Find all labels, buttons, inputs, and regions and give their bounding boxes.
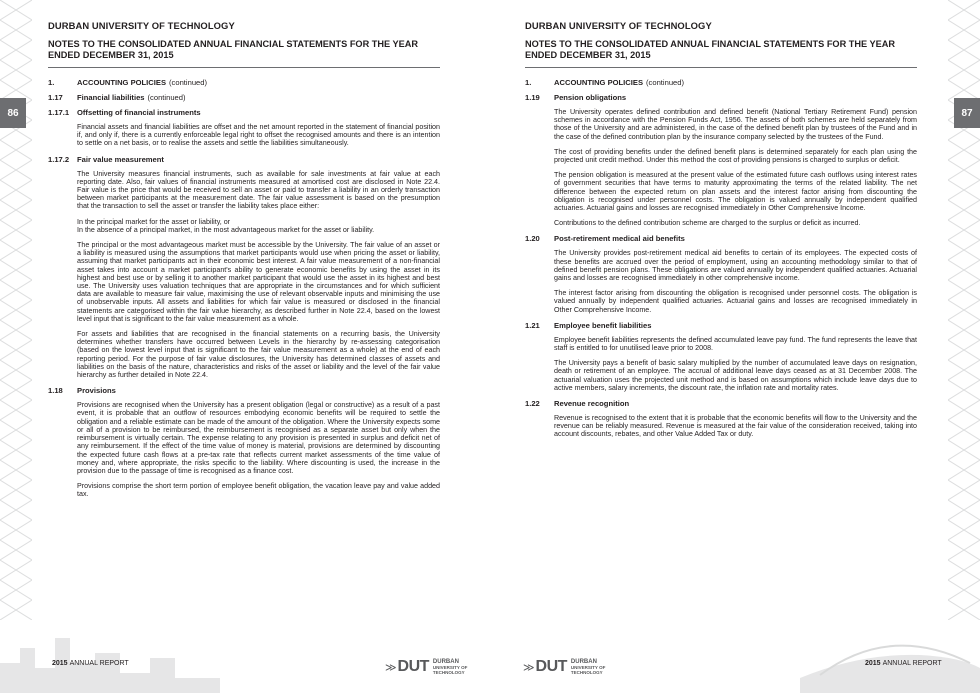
notes-title-line1: NOTES TO THE CONSOLIDATED ANNUAL FINANCIAL STATEMENTS FOR THE YEAR [48, 39, 419, 49]
list-item: In the principal market for the asset or liability, or [77, 217, 231, 226]
logo-line2: UNIVERSITY OF [432, 664, 468, 670]
paragraph: Provisions are recognised when the University has a present obligation (legal or constructive) as a result of a past event, it is probable that an outflow of resources embodying economic benefits will be required to settle the obligation and a reliable estimate can be made of the amount of the obligation. Where the University expects some or all of a provision to be reimbursed, the reimbursement is recognised as a separate asset but only when the reimbursement is virtually certain. The expense relating to any provision is presented in surplus and deficit net of any reimbursement. If the effect of the time value of money is material, provisions are determined by discounting the expected future cash flows at a pre-tax rate that reflects current market assessments of the time value of money and, where appropriate, the risks specific to the liability. Where discounting is used, the increase in the provision due to the passage of time is recognised as a finance cost. [77, 401, 440, 475]
header-rule [525, 67, 917, 68]
paragraph: The University pays a benefit of basic salary multiplied by the number of accumulated leave days on resignation, death or retirement of an employee. The accrual of additional leave days ceased as at 31 December 2008. The actuarial valuation uses the projected unit method and is based on assumptions which include leave days due to active members, salary increments, the discount rate, the inflation rate and mortality rates. [554, 359, 917, 392]
logo-subtitle [571, 660, 605, 675]
subsection-title: Offsetting of financial instruments [77, 108, 201, 117]
paragraph: Contributions to the defined contribution scheme are charged to the surplus or deficit as incurred. [554, 219, 861, 228]
paragraph: The cost of providing benefits under the defined benefit plans is determined separately for each plan using the projected unit credit method. Under this method the cost of providing pensions is charged to surplus or deficit. [554, 147, 917, 165]
subsection-number: 1.17.1 [48, 108, 70, 117]
subsection-heading-1-21 [525, 321, 917, 330]
notes-title-line2: ENDED DECEMBER 31, 2015 [525, 50, 651, 60]
paragraph: Financial assets and financial liabilities are offset and the net amount reported in the statement of financial position if, and only if, there is a currently enforceable legal right to offset the recognised amounts and there is an intention to settle on a net basis, or to realise the assets and settle the liabilities simultaneously. [77, 123, 440, 148]
page-number-tab-left: 86 [0, 98, 26, 128]
paragraph: Employee benefit liabilities represents the defined accumulated leave pay fund. The fund represents the leave that staff is entitled to for unutilised leave prior to 2008. [554, 335, 917, 353]
dut-logo-left [385, 658, 467, 676]
subsection-heading-1-17-2 [48, 155, 440, 164]
list-item: In the absence of a principal market, in the most advantageous market for the asset or liability. [77, 225, 375, 234]
section-continued: (continued) [169, 78, 208, 87]
market-list [77, 218, 440, 234]
logo-line1: DURBAN [570, 658, 597, 665]
subsection-number: 1.18 [48, 386, 63, 396]
paragraph: The University measures financial instruments, such as available for sale investments at fair value at each reporting date. Also, fair values of financial instruments measured at amortised cost are disclosed in Note 22.4. Fair value is the price that would be received to sell an asset or paid to transfer a liability in an orderly transaction between market participants at the measurement date. The fair value assessment is based on the presumption that the transaction to sell the asset or transfer the liability takes place either: [77, 169, 440, 211]
paragraph: The University operates defined contribution and defined benefit (National Tertiary Retirement Fund) pension schemes in accordance with the Pension Funds Act, 1956. The assets of both schemes are held separately from those of the University and are administered, in the case of the defined benefit plan by trustees of the Fund and in the case of the defined contribution plan by the insurance company selected by the trustees of the Fund. [554, 108, 917, 141]
left-skyline-graphic [0, 613, 220, 693]
paragraph: The principal or the most advantageous market must be accessible by the University. The fair value of an asset or a liability is measured using the assumptions that market participants would use when pricing the asset or liability, assuming that market participants act in their economic best interest. A fair value measurement of a non-financial asset takes into account a market participant's ability to generate economic benefits by using the asset in its highest and best use or by selling it to another market participant that would use the asset in its highest and best use. The University uses valuation techniques that are appropriate in the circumstances and for which sufficient data are available to measure fair value, maximising the use of relevant observable inputs and minimising the use of unobservable inputs. All assets and liabilities for which fair value is measured or disclosed in the financial statements are categorised within the fair value hierarchy, as described further in Note 22.4, based on the lowest level input that is significant to the fair value measurement as a whole. [77, 241, 440, 323]
section-title: ACCOUNTING POLICIES [77, 78, 167, 87]
subsection-number: 1.20 [525, 234, 540, 244]
subsection-number: 1.21 [525, 320, 540, 330]
logo-subtitle [433, 660, 467, 675]
subsection-heading-1-22 [525, 399, 917, 408]
subsection-title: Pension obligations [554, 93, 627, 102]
right-edge-pattern [948, 0, 980, 620]
section-number: 1. [525, 78, 532, 87]
paragraph: For assets and liabilities that are recognised in the financial statements on a recurring basis, the University determines whether transfers have occurred between Levels in the hierarchy by re-assessing categorisation (based on the lowest level input that is significant to the fair value measurement as a whole) at the end of each reporting period. For the purpose of fair value disclosures, the University has determined classes of assets and liabilities on the basis of the nature, characteristics and risks of the asset or liability and the level of the fair value hierarchy as further detailed in Note 22.4. [77, 330, 440, 380]
logo-line1: DURBAN [432, 658, 459, 665]
paragraph: The interest factor arising from discounting the obligation is recognised under personnel costs. The obligation is valued annually by independent qualified actuaries. Actuarial gains and losses are recognised immediately in Other Comprehensive Income. [554, 289, 917, 314]
footer-year: 2015 [52, 660, 68, 667]
subsection-title: Financial liabilities [77, 93, 145, 102]
notes-title-line1: NOTES TO THE CONSOLIDATED ANNUAL FINANCIAL STATEMENTS FOR THE YEAR [525, 39, 896, 49]
subsection-number: 1.22 [525, 399, 540, 409]
footer-label: ANNUAL REPORT [882, 660, 942, 667]
paragraph: The pension obligation is measured at the present value of the estimated future cash outflows using interest rates of government securities that have terms to maturity approximating the terms of the related liability. The net difference between the expected return on plan assets and the interest factor arising from discounting the obligation is recognised under personnel costs. The obligation is valued annually by independent qualified actuaries. Actuarial gains and losses are recognised immediately in Other Comprehensive Income. [554, 171, 917, 213]
subsection-number: 1.17.2 [48, 154, 70, 164]
footer-year: 2015 [865, 660, 881, 667]
right-stadium-graphic [800, 613, 980, 693]
notes-title-line2: ENDED DECEMBER 31, 2015 [48, 50, 174, 60]
section-continued: (continued) [646, 78, 685, 87]
paragraph: Revenue is recognised to the extent that it is probable that the economic benefits will flow to the University and the revenue can be reliably measured. Revenue is measured at the fair value of the consideration received, taking into account discounts, rebates, and other Value Added Tax or duty. [554, 414, 917, 439]
university-name: DURBAN UNIVERSITY OF TECHNOLOGY [48, 20, 235, 31]
subsection-title: Post-retirement medical aid benefits [554, 234, 685, 244]
logo-arrows-icon: ≫ [385, 661, 397, 674]
subsection-number: 1.17 [48, 93, 63, 102]
logo-mark: DUT [535, 658, 567, 675]
footer-label: ANNUAL REPORT [69, 660, 129, 667]
subsection-number: 1.19 [525, 93, 540, 102]
section-title: ACCOUNTING POLICIES [554, 78, 644, 87]
subsection-heading-1-18 [48, 386, 440, 395]
subsection-title: Fair value measurement [77, 154, 164, 164]
paragraph: Provisions comprise the short term portion of employee benefit obligation, the vacation leave pay and value added tax. [77, 482, 440, 499]
university-name: DURBAN UNIVERSITY OF TECHNOLOGY [525, 20, 712, 31]
right-page [525, 20, 917, 446]
subsection-heading-1-17 [48, 93, 440, 102]
logo-arrows-icon: ≫ [523, 661, 535, 674]
logo-line2: UNIVERSITY OF [570, 664, 606, 670]
page-number-tab-right: 87 [954, 98, 980, 128]
subsection-title: Employee benefit liabilities [554, 320, 652, 330]
section-heading [525, 78, 917, 87]
header-rule [48, 67, 440, 68]
left-page [48, 20, 440, 506]
paragraph: The University provides post-retirement medical aid benefits to certain of its employees. The expected costs of these benefits are accrued over the period of employment, using an accounting methodology similar to that of defined benefit pension plans. These obligations are valued annually by independent qualified actuaries. Actuarial gains and losses are recognised immediately in other comprehensive income. [554, 249, 917, 283]
section-number: 1. [48, 78, 55, 87]
notes-title [48, 39, 440, 61]
subsection-title: Revenue recognition [554, 399, 630, 409]
logo-line3: TECHNOLOGY [570, 669, 603, 675]
footer-right [865, 660, 942, 667]
footer-left [52, 660, 129, 667]
logo-line3: TECHNOLOGY [432, 669, 465, 675]
subsection-heading-1-19 [525, 93, 917, 102]
notes-title [525, 39, 917, 61]
dut-logo-right [523, 658, 605, 676]
subsection-heading-1-20 [525, 234, 917, 243]
section-heading [48, 78, 440, 87]
subsection-heading-1-17-1 [48, 108, 440, 117]
subsection-continued: (continued) [147, 93, 186, 102]
left-edge-pattern [0, 0, 32, 620]
subsection-title: Provisions [77, 386, 116, 396]
logo-mark: DUT [397, 658, 429, 675]
